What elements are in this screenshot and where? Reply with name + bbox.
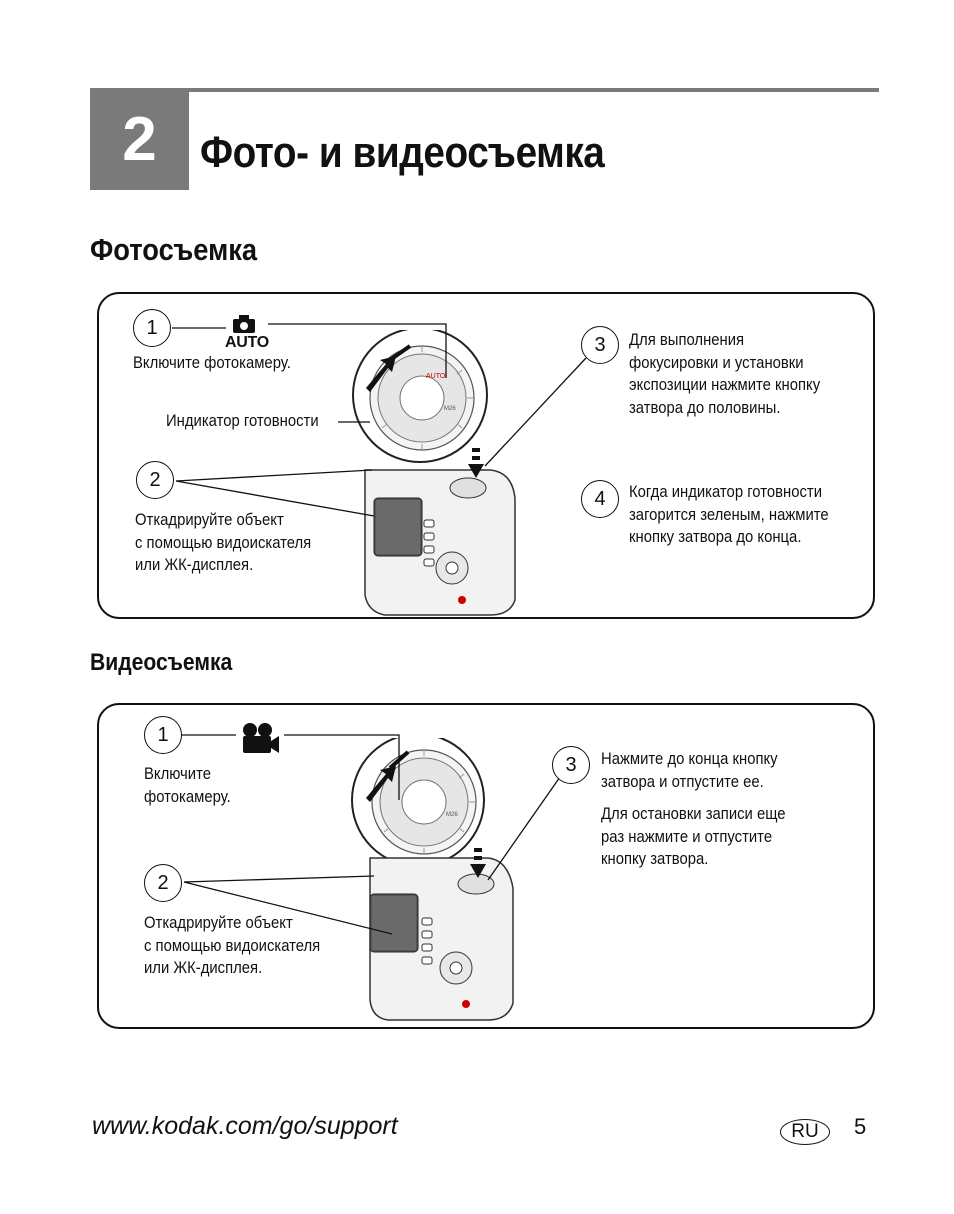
photo-step-1-text: Включите фотокамеру.: [133, 354, 291, 372]
text-line: с помощью видоискателя: [135, 533, 312, 552]
text-line: Откадрируйте объект: [144, 914, 293, 932]
auto-mode-label: AUTO: [225, 334, 269, 351]
text-line: Для остановки записи еще: [601, 805, 786, 823]
text-line: Когда индикатор готовности: [629, 483, 822, 501]
video-camera-icon: [241, 721, 281, 755]
text-line: загорится зеленым, нажмите: [629, 505, 829, 524]
text-line: или ЖК-дисплея.: [135, 556, 254, 574]
page-number: 5: [854, 1114, 867, 1139]
text-line: раз нажмите и отпустите: [601, 827, 773, 846]
video-step-3-marker: 3: [552, 746, 590, 784]
text-line: Для выполнения: [629, 331, 745, 349]
chapter-number: 2: [90, 88, 189, 190]
svg-text:M26: M26: [446, 812, 458, 818]
video-section-title: Видеосъемка: [90, 649, 233, 676]
text-line: кнопку затвора до конца.: [629, 528, 802, 546]
support-url: www.kodak.com/go/support: [92, 1112, 398, 1140]
svg-text:M26: M26: [444, 406, 456, 412]
text-line: фокусировки и установки: [629, 353, 804, 372]
language-badge: RU: [780, 1119, 830, 1145]
text-line: Откадрируйте объект: [135, 511, 284, 529]
photo-step-1-marker: 1: [133, 309, 171, 347]
text-line: или ЖК-дисплея.: [144, 959, 263, 977]
ready-indicator-label: Индикатор готовности: [166, 412, 319, 430]
chapter-title: Фото- и видеосъемка: [200, 128, 605, 177]
text-line: с помощью видоискателя: [144, 936, 321, 955]
photo-step-3-marker: 3: [581, 326, 619, 364]
text-line: Нажмите до конца кнопку: [601, 750, 778, 768]
text-line: кнопку затвора.: [601, 850, 709, 868]
text-line: экспозиции нажмите кнопку: [629, 376, 821, 394]
video-step-1-marker: 1: [144, 716, 182, 754]
video-step-1-text: [144, 763, 240, 808]
video-step-2-text: [144, 912, 340, 980]
svg-text:AUTO: AUTO: [426, 373, 446, 380]
text-line: фотокамеру.: [144, 787, 231, 806]
text-line: Включите: [144, 765, 211, 783]
text-line: затвора до половины.: [629, 398, 781, 417]
photo-section-title: Фотосъемка: [90, 232, 258, 267]
video-step-2-marker: 2: [144, 864, 182, 902]
photo-step-2-marker: 2: [136, 461, 174, 499]
photo-step-4-marker: 4: [581, 480, 619, 518]
video-step-3-text: [601, 748, 806, 871]
text-line: затвора и отпустите ее.: [601, 772, 764, 791]
